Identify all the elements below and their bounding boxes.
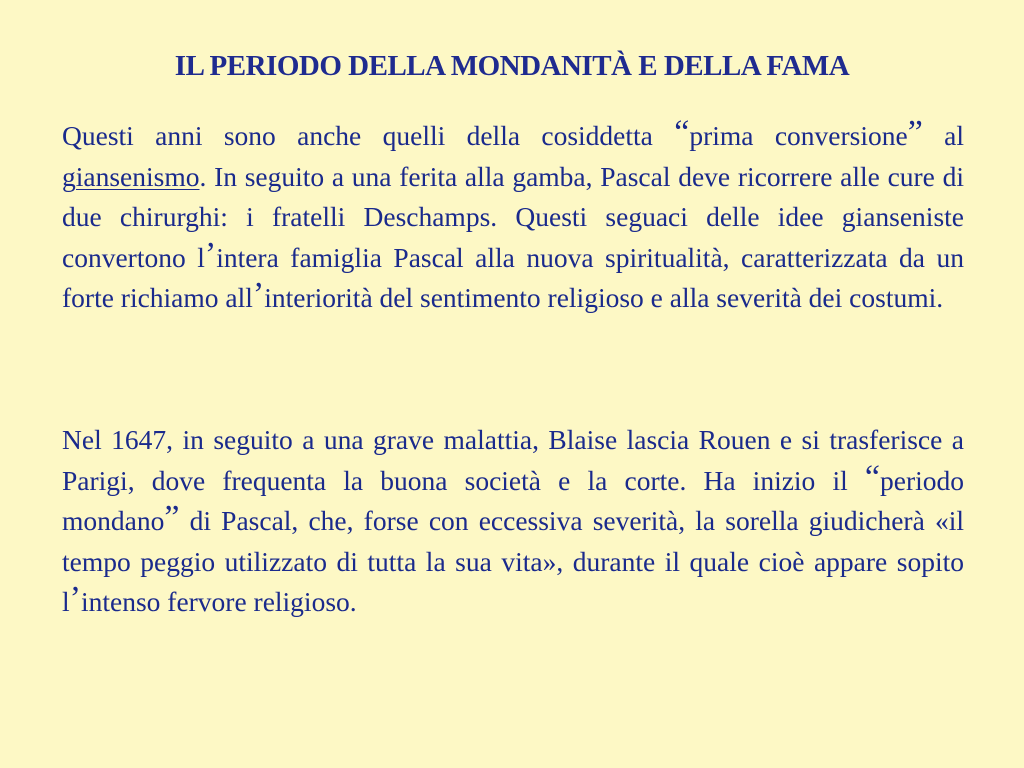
- quoted-text: periodo mondano: [62, 464, 964, 536]
- close-quote: ”: [907, 114, 923, 151]
- close-quote: ”: [164, 499, 180, 536]
- paragraph-first-conversion: [62, 116, 964, 319]
- paragraph-text: al: [922, 120, 964, 151]
- paragraph-text: Nel 1647, in seguito a una grave malattia, Blaise lascia Rouen e si trasferisce a Parigi, dove frequenta la buona società e la corte. Ha inizio il: [62, 424, 964, 496]
- apostrophe: ’: [252, 276, 265, 313]
- paragraph-text: Questi anni sono anche quelli della cosiddetta: [62, 120, 675, 151]
- paragraph-text: intenso fervore religioso.: [80, 586, 357, 617]
- quoted-text: prima conversione: [689, 120, 908, 151]
- paragraph-text: . In seguito a una ferita alla gamba, Pascal deve ricorrere alle cure di due chirurghi: i fratelli Deschamps. Questi seguaci delle idee gianseniste convertono l: [62, 160, 964, 273]
- paragraph-text: di Pascal, che, forse con eccessiva severità, la sorella giudicherà «il tempo peggio utilizzato di tutta la sua vita», durante il quale cioè appare sopito l: [62, 505, 964, 617]
- giansenismo-link[interactable]: giansenismo: [62, 160, 200, 192]
- open-quote: “: [674, 114, 690, 151]
- slide-title: IL PERIODO DELLA MONDANITÀ E DELLA FAMA: [174, 50, 850, 82]
- paragraph-text: intera famiglia Pascal alla nuova spiritualità, caratterizzata da un forte richiamo all: [62, 241, 964, 313]
- apostrophe: ’: [69, 580, 81, 617]
- apostrophe: ’: [204, 235, 217, 273]
- paragraph-text: interiorità del sentimento religioso e alla severità dei costumi.: [264, 282, 944, 313]
- paragraph-worldly-period: [62, 420, 964, 623]
- open-quote: “: [864, 458, 880, 496]
